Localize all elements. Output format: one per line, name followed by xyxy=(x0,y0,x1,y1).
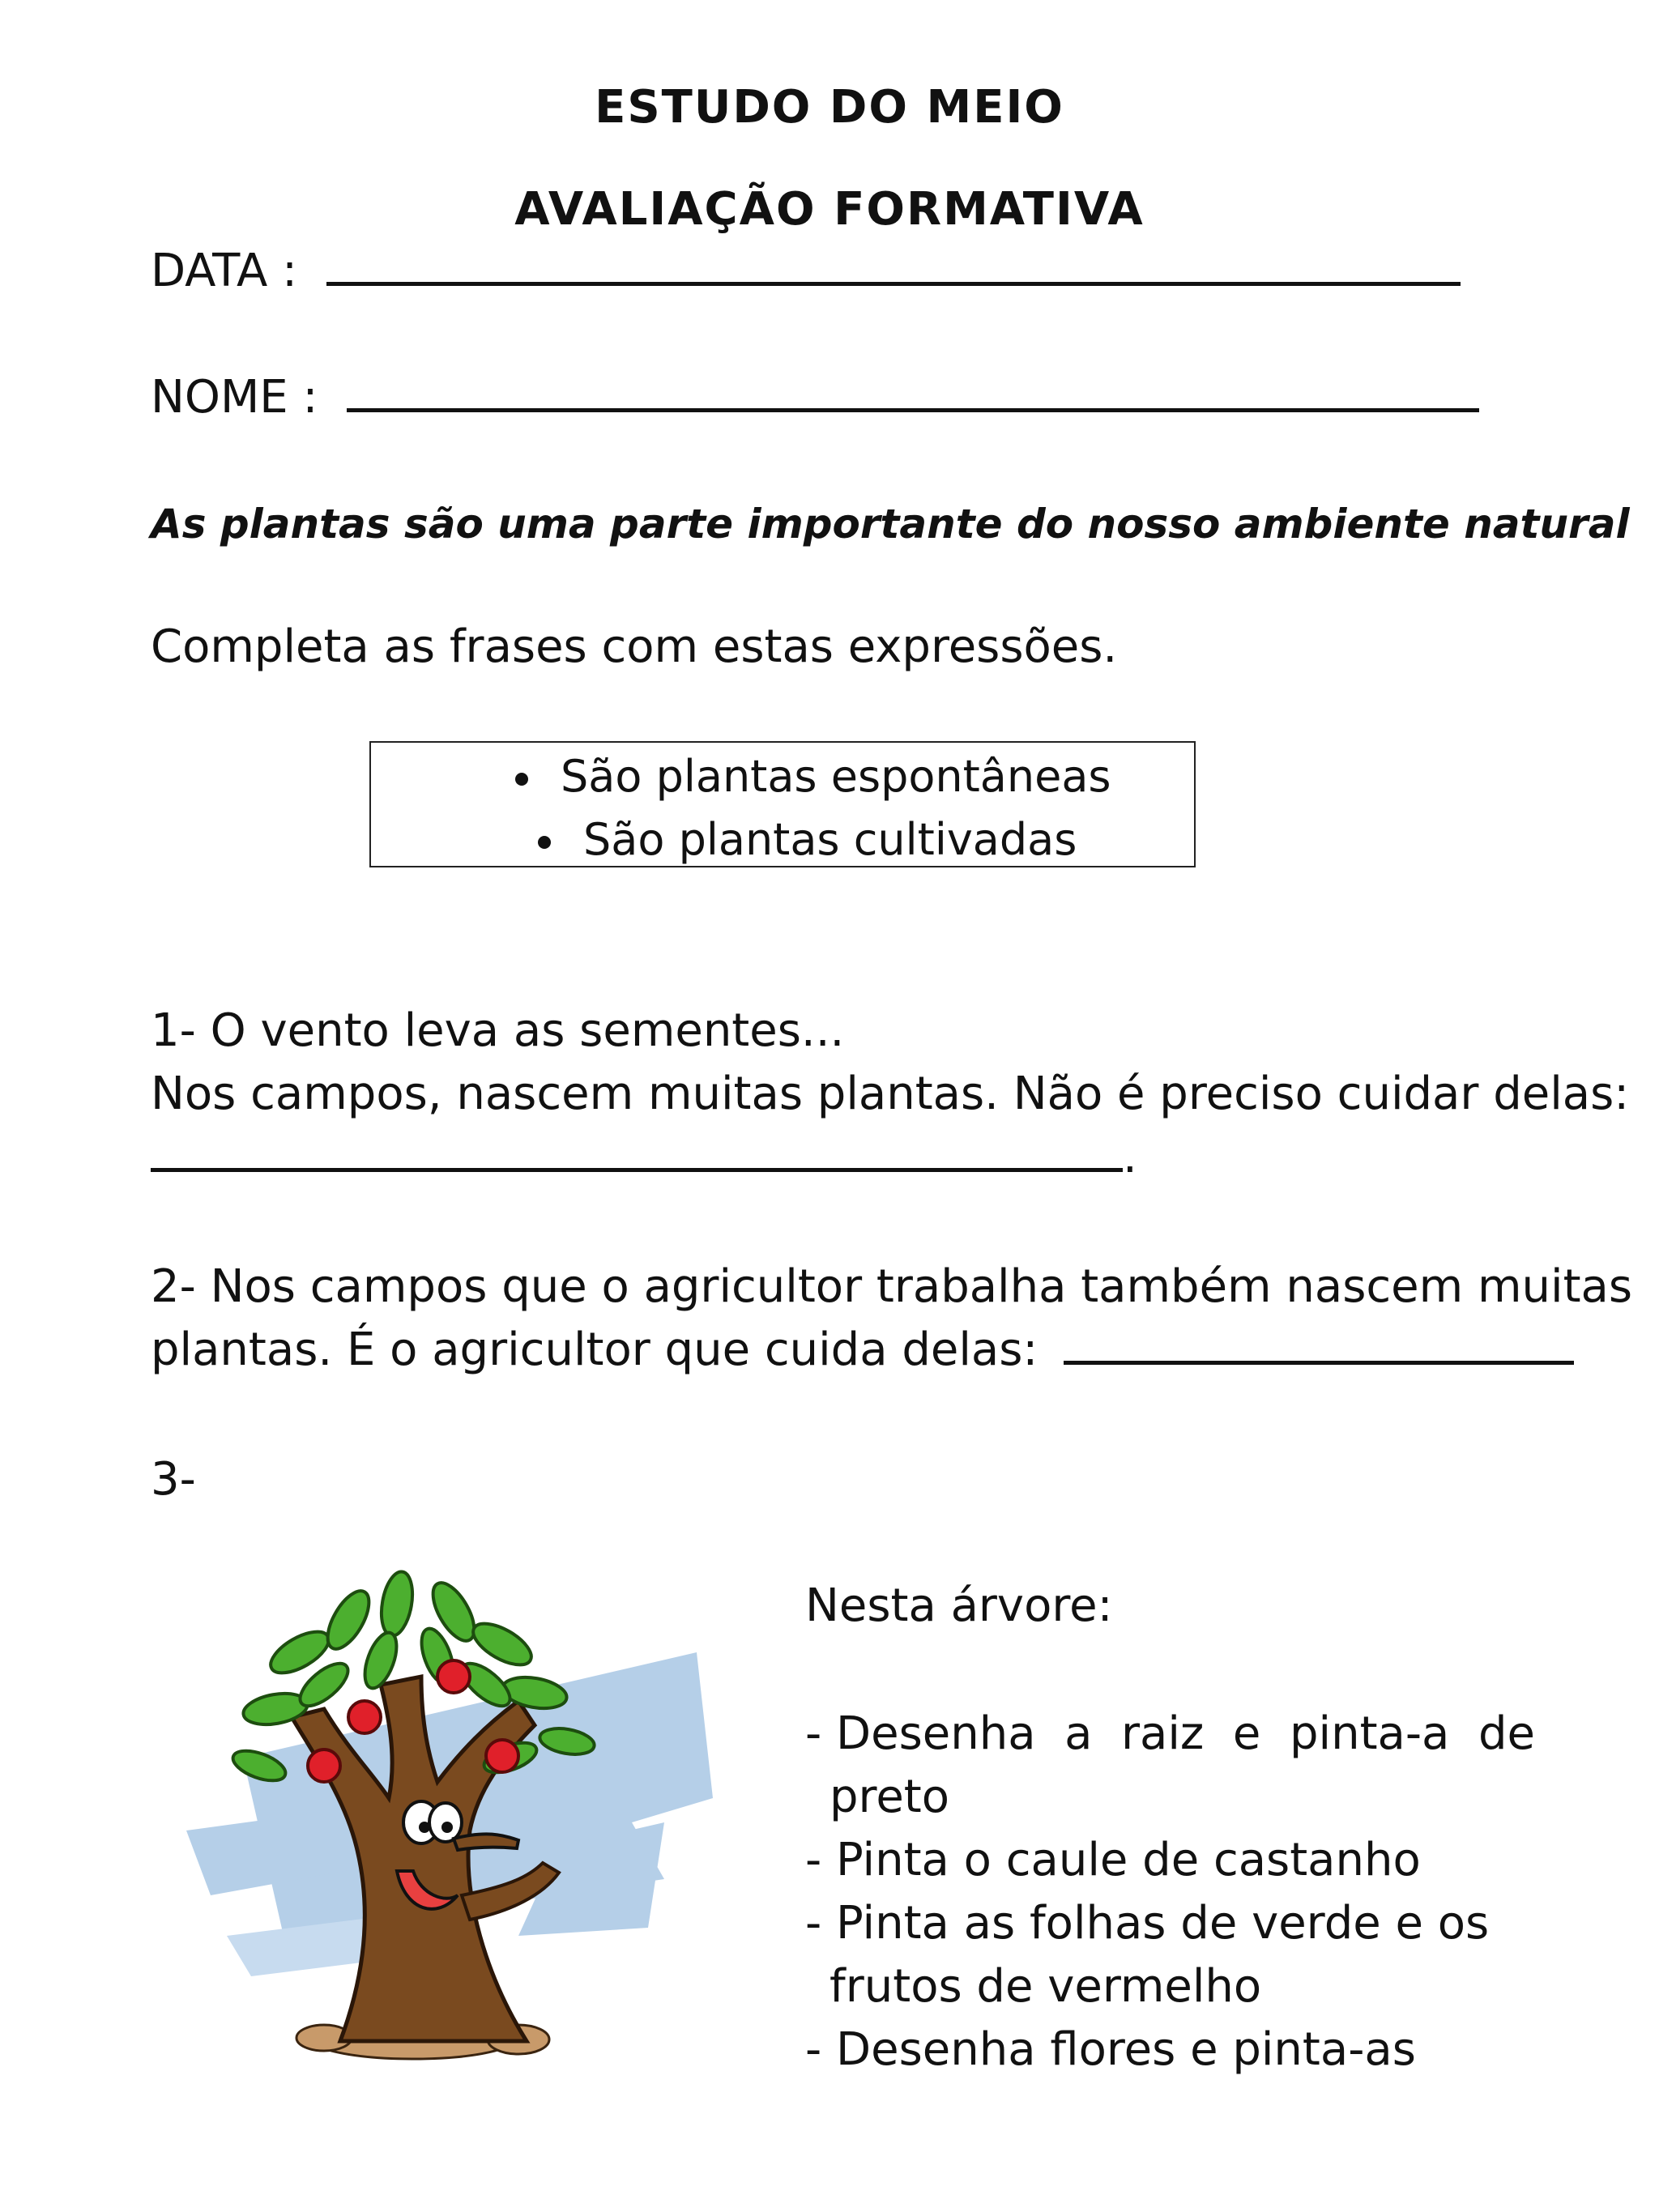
option-item xyxy=(538,814,1077,865)
page-title: ESTUDO DO MEIO xyxy=(595,81,1064,134)
name-label: NOME : xyxy=(151,371,318,424)
question-1-blank[interactable] xyxy=(151,1168,1123,1172)
tree-illustration xyxy=(178,1555,729,2106)
section-heading: As plantas são uma parte importante do nosso ambiente natural xyxy=(151,501,1630,548)
date-blank[interactable] xyxy=(326,282,1461,286)
name-blank[interactable] xyxy=(347,408,1479,412)
question-2-line-1: 2- Nos campos que o agricultor trabalha também nascem muitas xyxy=(151,1260,1633,1313)
instruction-text: Completa as frases com estas expressões. xyxy=(151,620,1118,673)
tree-task-item: - Desenha flores e pinta-as xyxy=(805,2023,1416,2076)
options-box xyxy=(369,741,1196,867)
option-label: São plantas cultivadas xyxy=(583,814,1077,865)
page-subtitle: AVALIAÇÃO FORMATIVA xyxy=(514,183,1145,236)
question-2-blank[interactable] xyxy=(1064,1361,1574,1365)
tree-task-heading: Nesta árvore: xyxy=(805,1579,1113,1632)
bullet-icon xyxy=(515,773,528,786)
date-label: DATA : xyxy=(151,245,297,297)
tree-task-item: - Desenha a raiz e pinta-a de xyxy=(805,1707,1535,1760)
question-2-text: plantas. É o agricultor que cuida delas: xyxy=(151,1323,1038,1376)
tree-task-item: frutos de vermelho xyxy=(830,1960,1262,2013)
option-item xyxy=(515,751,1111,802)
tree-task-item: - Pinta as folhas de verde e os xyxy=(805,1897,1490,1950)
question-3-number: 3- xyxy=(151,1453,196,1506)
name-field-row xyxy=(151,371,1479,424)
question-2-line-2 xyxy=(151,1323,1574,1376)
question-1-line-2: Nos campos, nascem muitas plantas. Não é preciso cuidar delas: xyxy=(151,1068,1630,1120)
bullet-icon xyxy=(538,836,551,849)
question-1-line-1: 1- O vento leva as sementes... xyxy=(151,1004,845,1057)
tree-task-item: preto xyxy=(830,1771,950,1823)
question-1-period: . xyxy=(1123,1131,1137,1183)
option-label: São plantas espontâneas xyxy=(561,751,1111,802)
date-field-row xyxy=(151,245,1461,297)
question-1-answer-row xyxy=(151,1131,1137,1183)
tree-task-item: - Pinta o caule de castanho xyxy=(805,1834,1421,1886)
